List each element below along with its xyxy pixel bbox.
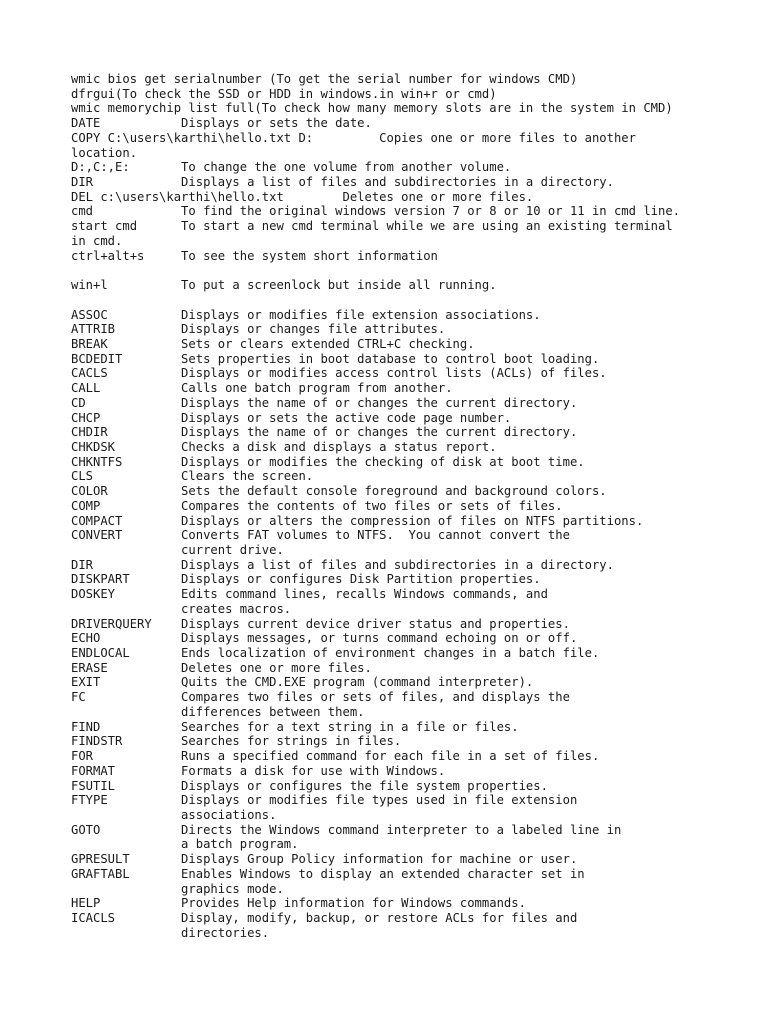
command-reference-text: wmic bios get serialnumber (To get the serial number for windows CMD) dfrgui(To check the SSD or HDD in windows.in win+r or cmd) wmic memorychip list full(To check how many memory slots are in the system in CMD) DATE Displays or sets the date. COPY C:\users\karthi\hello.txt D: Copies one or more files to another location. D:,C:,E: To change the one volume from another volume. DIR Displays a list of files and subdirectories in a directory. DEL c:\users\karthi\hello.txt Deletes one or more files. cmd To find the original windows version 7 or 8 or 10 or 11 in cmd line. start cmd To start a new cmd terminal while we are using an existing terminal in cmd. ctrl+alt+s To see the system short information win+l To put a screenlock but inside all running. ASSOC Displays or modifies file extension associations. ATTRIB Displays or changes file attributes. BREAK Sets or clears extended CTRL+C checking. BCDEDIT Sets properties in boot database to control boot loading. CACLS Displays or modifies access control lists (ACLs) of files. CALL Calls one batch program from another. CD Displays the name of or changes the current directory. CHCP Displays or sets the active code page number. CHDIR Displays the name of or changes the current directory. CHKDSK Checks a disk and displays a status report. CHKNTFS Displays or modifies the checking of disk at boot time. CLS Clears the screen. COLOR Sets the default console foreground and background colors. COMP Compares the contents of two files or sets of files. COMPACT Displays or alters the compression of files on NTFS partitions. CONVERT Converts FAT volumes to NTFS. You cannot convert the current drive. DIR Displays a list of files and subdirectories in a directory. DISKPART Displays or configures Disk Partition properties. DOSKEY Edits command lines, recalls Windows commands, and creates macros. DRIVERQUERY Displays current device driver status and properties. ECHO Displays messages, or turns command echoing on or off. ENDLOCAL Ends localization of environment changes in a batch file. ERASE Deletes one or more files. EXIT Quits the CMD.EXE program (command interpreter). FC Compares two files or sets of files, and displays the differences between them. FIND Searches for a text string in a file or files. FINDSTR Searches for strings in files. FOR Runs a specified command for each file in a set of files. FORMAT Formats a disk for use with Windows. FSUTIL Displays or configures the file system properties. FTYPE Displays or modifies file types used in file extension associations. GOTO Directs the Windows command interpreter to a labeled line in a batch program. GPRESULT Displays Group Policy information for machine or user. GRAFTABL Enables Windows to display an extended character set in graphics mode. HELP Provides Help information for Windows commands. ICACLS Display, modify, backup, or restore ACLs for files and directories. [71,72,681,940]
